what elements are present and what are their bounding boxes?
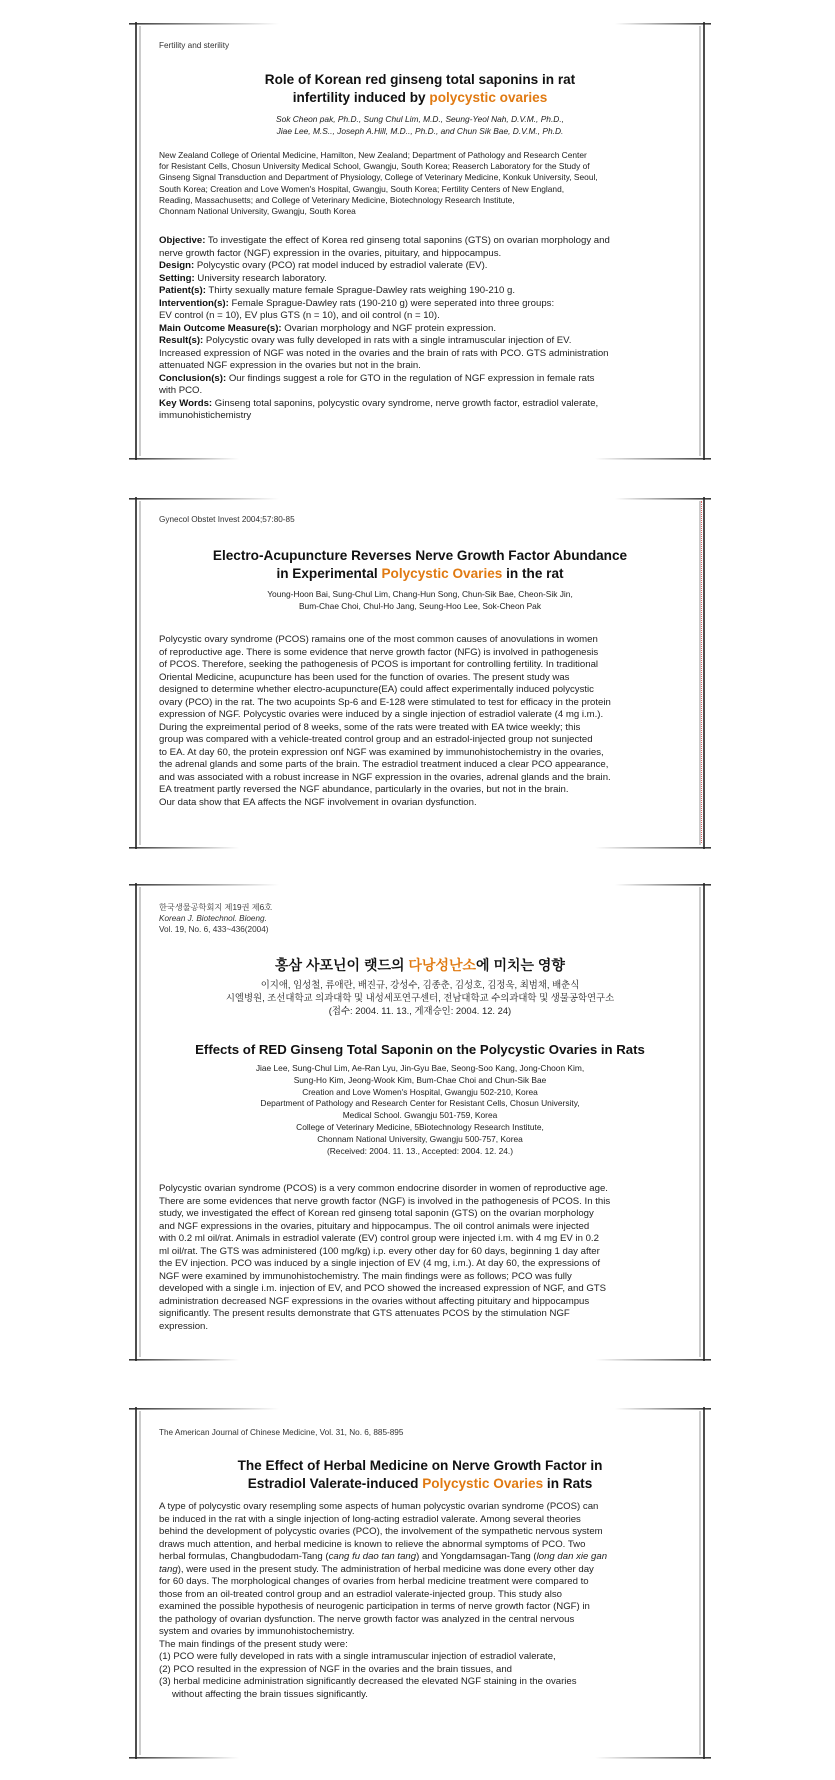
- structured-abstract: Objective: To investigate the effect of Korea red ginseng total saponins (GTS) on ovarian morphology and nerve growth factor (NGF) expression in the ovaries, pituitary, and hippocampus. Design: Polycystic ovary (PCO) rat model induced by estradiol valerate (EV). Setting: University research laboratory. Patient(s): Thirty sexually mature female Sprague-Dawley rats weighing 190-210 g. Intervention(s): Female Sprague-Dawley rats (190-210 g) were seperated into three groups: EV control (n = 10), EV plus GTS (n = 10), and oil control (n = 10). Main Outcome Measure(s): Ovarian morphology and NGF protein expression. Result(s): Polycystic ovary was fully developed in rats with a single intramuscular injection of EV. Increased expression of NGF was noted in the ovaries and the brain of rats with PCO. GTS administration attenuated NGF expression in the ovaries but not in the brain. Conclusion(s): Our findings suggest a role for GTO in the regulation of NGF expression in female rats with PCO. Key Words: Ginseng total saponins, polycystic ovary syndrome, nerve growth factor, estradiol valerate, immunohistichemistry: [159, 235, 610, 421]
- dotted-guide: [701, 501, 702, 843]
- paper-card-3: [135, 883, 705, 1361]
- highlight-term: Polycystic Ovaries: [381, 565, 503, 581]
- highlight-term: polycystic ovaries: [429, 89, 548, 105]
- frame-bottom-left-rule: [129, 847, 239, 849]
- journal-source: The American Journal of Chinese Medicine, Vol. 31, No. 6, 885-895: [159, 1428, 404, 1437]
- author-affiliations: Jiae Lee, Sung-Chul Lim, Ae-Ran Lyu, Jin-Gyu Bae, Seong-Soo Kang, Jong-Choon Kim, Sung-Ho Kim, Jeong-Wook Kim, Bum-Chae Choi and Chun-Sik Bae Creation and Love Women's Hospital, Gwangju 502-210, Korea Department of Pathology and Research Center for Resistant Cells, Chosun University, Medical School. Gwangju 501-759, Korea College of Veterinary Medicine, 5Biotechnology Research Institute, Chonnam National University, Gwangju 500-757, Korea (Received: 2004. 11. 13., Accepted: 2004. 12. 24.): [255, 1063, 585, 1156]
- paper-title: Electro-Acupuncture Reverses Nerve Growth Factor Abundance in Experimental Polycystic Ovaries in the rat: [212, 548, 628, 581]
- affiliations: New Zealand College of Oriental Medicine, Hamilton, New Zealand; Department of Pathology and Research Center for Resistant Cells, Chosun University Medical School, Gwangju, South Korea; Reaserch Laboratory for the Study of Ginseng Signal Transduction and Department of Physiology, College of Veterinary Medicine, Konkuk University, Seoul, South Korea; Creation and Love Women's Hospital, Gwangju, South Korea; Fertility Centers of New England, Reading, Massachusetts; and College of Veterinary Medicine, Biotechnology Research Institute, Chonnam National University, Gwangju, South Korea: [159, 150, 598, 217]
- paper-card-2: [135, 497, 705, 849]
- frame-bottom-right-rule: [595, 458, 711, 460]
- journal-source: 한국생물공학회지 제19권 제6호 Korean J. Biotechnol. Bioeng. Vol. 19, No. 6, 433~436(2004): [159, 903, 273, 934]
- paper-card-4: [135, 1407, 705, 1759]
- author-list: Sok Cheon pak, Ph.D., Sung Chul Lim, M.D., Seung-Yeol Nah, D.V.M., Ph.D., Jiae Lee, M.S.., Joseph A.Hill, M.D.., Ph.D., and Chun Sik Bae, D.V.M., Ph.D.: [276, 114, 564, 136]
- frame-bottom-left-rule: [129, 1359, 239, 1361]
- frame-bottom-left-rule: [129, 458, 239, 460]
- highlight-term: Polycystic Ovaries: [422, 1475, 544, 1491]
- journal-source: Fertility and sterility: [159, 41, 230, 50]
- journal-source: Gynecol Obstet Invest 2004;57:80-85: [159, 515, 295, 524]
- frame-top-right-rule: [615, 884, 711, 886]
- paper-title: Role of Korean red ginseng total saponins in rat infertility induced by polycystic ovaries: [264, 72, 576, 105]
- highlight-term: 다낭성난소: [408, 957, 477, 973]
- frame-top-left-rule: [129, 23, 279, 25]
- abstract: Polycystic ovary syndrome (PCOS) ramains one of the most common causes of anovulations in women of reproductive age. There is some evidence that nerve growth factor (NFG) is involved in pathogenesis of PCOS. Therefore, seeking the pathogenesis of PCOS is important for controlling fertility. In traditional Oriental Medicine, acupuncture has been used for the function of ovaries. The present study was designed to determine whether electro-acupuncture(EA) could affect experimentally induced polycystic ovary (PCO) in the rat. The two acupoints Sp-6 and E-128 were stimulated to test for efficacy in the protein expression of NGF. Polycystic ovaries were induced by a single injection of estradiol valerate (4 mg i.m.). During the expreimental period of 8 weeks, some of the rats were treated with EA twice weekly; this group was compared with a vehicle-treated control group and an estradol-injected group not sunjected to EA. At day 60, the protein expression onf NGF was examined by immunohistochemistry in the ovaries, the adrenal glands and some parts of the brain. The estradiol treatment induced a clear PCO appearance, and was associated with a robust increase in NGF expression in the ovaries, adrenal glands and the brain. EA treatment partly reversed the NGF abundance, particularly in the ovaries, but not in the brain. Our data show that EA affects the NGF involvement in ovarian dysfunction.: [159, 634, 611, 808]
- abstract: A type of polycystic ovary resempling some aspects of human polycystic ovarian syndrome (PCOS) can be induced in the rat with a single injection of long-acting estradiol valerate. Among several theories behind the development of polycystic ovaries (PCO), the involvement of the sympathetic nervous system draws much attention, and herbal medicine is known to relieve the abnormal symptoms of PCO. Two herbal formulas, Changbudodam-Tang (cang fu dao tan tang) and Yongdamsagan-Tang (long dan xie gan tang), were used in the present study. The administration of herbal medicine was done every other day for 60 days. The morphological changes of ovaries from herbal medicine treatment were compared to those from an oil-treated control group and an estradiol valerate-injected group. This study also examined the possible hypothesis of neurogenic participation in terms of nerve growth factor (NGF) in the pathology of ovarian dysfunction. The nerve growth factor was analyzed in the central nervous system and ovaries by immunohistochemistry. The main findings of the present study were: (1) PCO were fully developed in rats with a single intramuscular injection of estradiol valerate, (2) PCO resulted in the expression of NGF in the ovaries and the brain tissues, and (3) herbal medicine administration significantly decreased the elevated NGF staining in the ovaries without affecting the brain tissues significantly.: [159, 1501, 608, 1700]
- frame-top-right-rule: [615, 498, 711, 500]
- korean-paper-title: 홍삼 사포닌이 랫드의 다낭성난소에 미치는 영향: [275, 957, 565, 973]
- frame-bottom-right-rule: [595, 1757, 711, 1759]
- paper-title: The Effect of Herbal Medicine on Nerve Growth Factor in Estradiol Valerate-induced Polycystic Ovaries in Rats: [237, 1458, 603, 1491]
- frame-bottom-right-rule: [595, 1359, 711, 1361]
- paper-card-1: [135, 22, 705, 460]
- frame-bottom-right-rule: [595, 847, 711, 849]
- english-paper-title: Effects of RED Ginseng Total Saponin on the Polycystic Ovaries in Rats: [195, 1042, 645, 1057]
- frame-top-right-rule: [615, 23, 711, 25]
- author-list: Young-Hoon Bai, Sung-Chul Lim, Chang-Hun Song, Chun-Sik Bae, Cheon-Sik Jin, Bum-Chae Choi, Chul-Ho Jang, Seung-Hoo Lee, Sok-Cheon Pak: [267, 589, 573, 611]
- frame-top-left-rule: [129, 1408, 279, 1410]
- korean-author-list: 이지애, 임성철, 류애란, 배진규, 강성수, 김종춘, 김성호, 김정욱, 최범채, 배춘식 시엘병원, 조선대학교 의과대학 및 내성세포연구센터, 전남대학교 수의과대학 및 생물공학연구소 (접수: 2004. 11. 13., 게재승인: 2004. 12. 24): [225, 979, 615, 1016]
- frame-top-left-rule: [129, 884, 279, 886]
- abstract: Polycystic ovarian syndrome (PCOS) is a very common endocrine disorder in women of reproductive age. There are some evidences that nerve growth factor (NGF) is involved in the pathogenesis of PCOS. In this study, we investigated the effect of Korean red ginseng total saponin (GTS) on the ovarian morphology and NGF expressions in the ovaries, pituitary and hippocampus. The oil control animals were injected with 0.2 ml oil/rat. Animals in estradiol valerate (EV) control group were injected i.m. with 4 mg EV in 0.2 ml oil/rat. The GTS was administered (100 mg/kg) i.p. every other day for 60 days, beginning 1 day after the EV injection. PCO was induced by a single injection of EV (4 mg, i.m.). At day 60, the expressions of NGF were examined by immunohistochemistry. The main findings were as follows; PCO was fully developed with a single i.m. injection of EV, and PCO showed the increased expression of NGF, and GTS administration decreased NGF expressions in the ovaries without affecting pituitary and hippocampus significantly. The present results demonstrate that GTS attenuates PCOS by the stimulation NGF expression.: [159, 1183, 611, 1332]
- frame-bottom-left-rule: [129, 1757, 239, 1759]
- frame-top-left-rule: [129, 498, 279, 500]
- frame-top-right-rule: [615, 1408, 711, 1410]
